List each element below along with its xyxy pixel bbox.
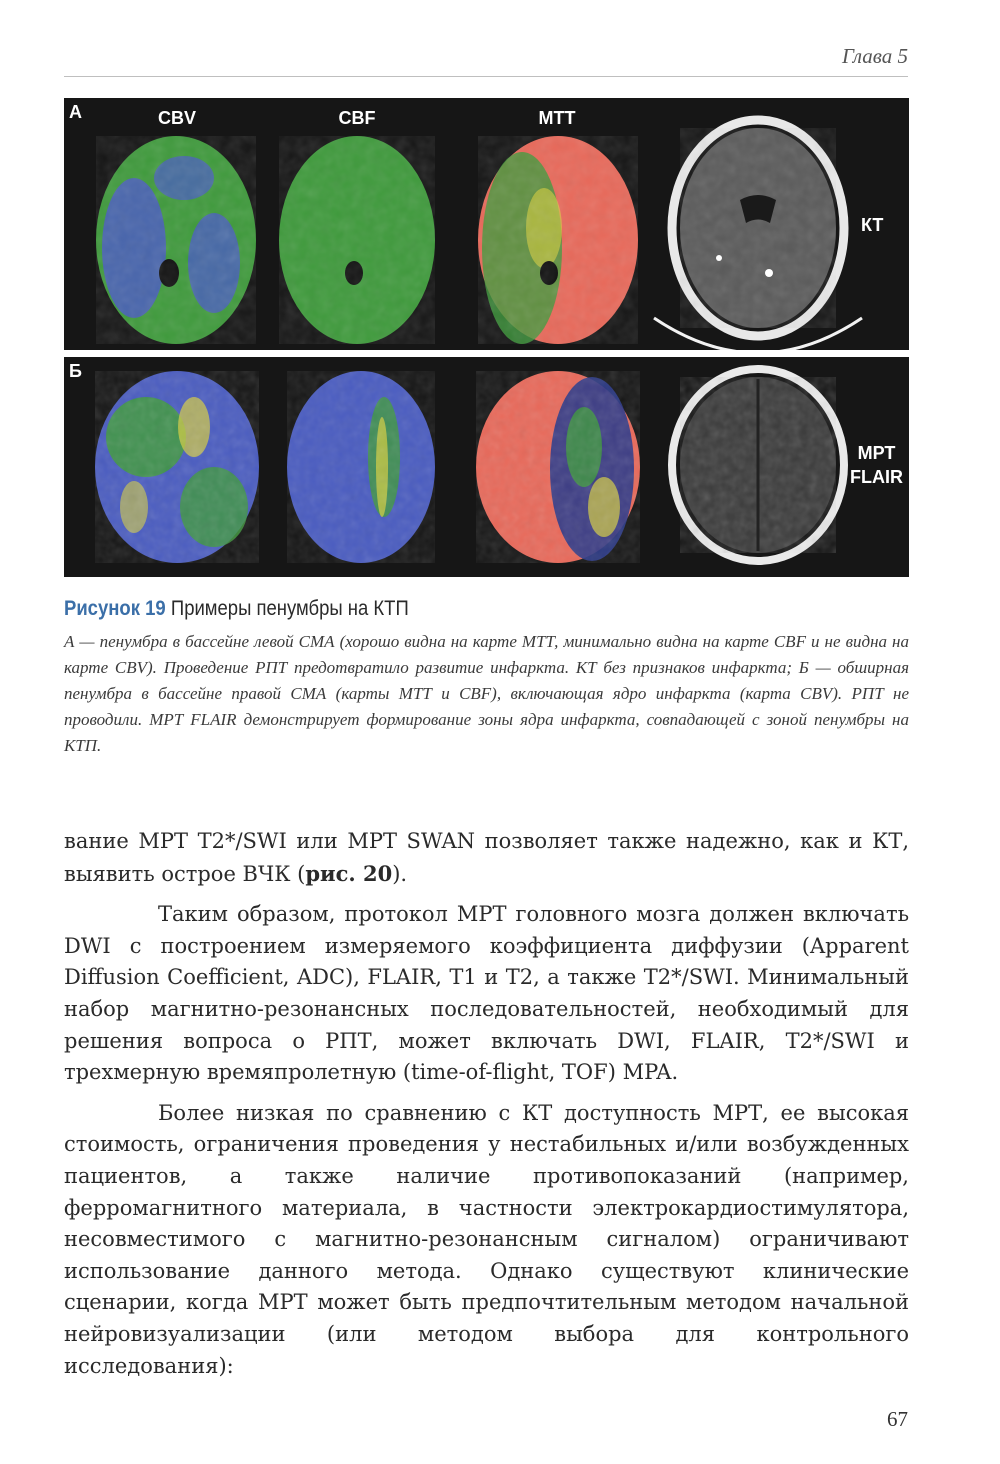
panel-a-images: [64, 98, 909, 350]
paragraph-1-text: вание МРТ T2*/SWI или МРТ SWAN позволяет также надежно, как и КТ, выявить острое ВЧК (: [64, 829, 909, 886]
paragraph-1: [64, 826, 909, 890]
header-rule: [64, 76, 908, 77]
ct-brain-image: [654, 120, 862, 350]
mtt-label: MTT: [538, 108, 576, 128]
figure-panel-a: [64, 98, 909, 350]
body-text: [64, 826, 909, 1382]
caption-title-text: Примеры пенумбры на КТП: [170, 597, 409, 620]
figure-19: [64, 98, 909, 577]
paragraph-2: Таким образом, протокол МРТ головного мозга должен включать DWI с построением измеряемого коэффициента диффузии (Apparent Diffusion Coefficient, ADC), FLAIR, T1 и T2, а также T2*/SWI. Минимальный набор магнитно-резонансных последовательностей, необходимый для решения вопроса о РПТ, может включать DWI, FLAIR, T2*/SWI и трехмерную времяпролетную (time-of-flight, TOF) MPA.: [64, 902, 909, 1085]
flair-label-line1: МРТ: [857, 443, 896, 463]
figure-reference: рис. 20: [305, 860, 393, 886]
paragraph-3: Более низкая по сравнению с КТ доступность МРТ, ее высокая стоимость, ограничения проведения у нестабильных и/или возбужденных пациентов, а также наличие противопоказаний (например, ферромагнитного материала, в частности электрокардиостимулятора, несовместимого с магнитно-резонансным сигналом) ограничивают использование данного метода. Однако существуют клинические сценарии, когда МРТ может быть предпочтительным методом начальной нейровизуализации (или методом выбора для контрольного исследования):: [64, 1100, 909, 1378]
flair-label: [850, 441, 903, 489]
caption-title: [64, 597, 808, 621]
figure-panel-b: [64, 357, 909, 577]
cbv-brain-image: [96, 136, 256, 344]
panel-b-images: [64, 357, 909, 577]
cbf-brain-image: [279, 136, 435, 344]
caption-number: Рисунок 19: [64, 597, 166, 620]
figure-caption: [64, 597, 909, 759]
flair-label-line2: FLAIR: [850, 467, 903, 487]
cbf-b-brain-image: [287, 371, 435, 563]
panel-a-label: А: [69, 102, 82, 122]
flair-brain-image: [672, 369, 844, 561]
cbf-label: CBF: [338, 108, 376, 128]
page-number: 67: [887, 1407, 908, 1431]
panel-b-label: Б: [69, 361, 82, 381]
running-head: Глава 5: [842, 44, 908, 68]
mtt-b-brain-image: [476, 371, 640, 563]
cbv-b-brain-image: [95, 371, 259, 563]
mtt-brain-image: [478, 136, 638, 344]
caption-text: А — пенумбра в бассейне левой СМА (хорошо видна на карте МТТ, минимально видна на карте CBF и не видна на карте CBV). Проведение РПТ предотвратило развитие инфаркта. КТ без признаков инфаркта; Б — обширная пенумбра в бассейне правой СМА (карты МТТ и CBF), включающая ядро инфаркта (карта CBV). РПТ не проводили. МРТ FLAIR демонстрирует формирование зоны ядра инфаркта, совпадающей с зоной пенумбры на КТП.: [64, 632, 909, 755]
paragraph-1-end: ).: [392, 861, 408, 886]
cbv-label: CBV: [157, 108, 197, 128]
ct-label: КТ: [861, 215, 884, 235]
